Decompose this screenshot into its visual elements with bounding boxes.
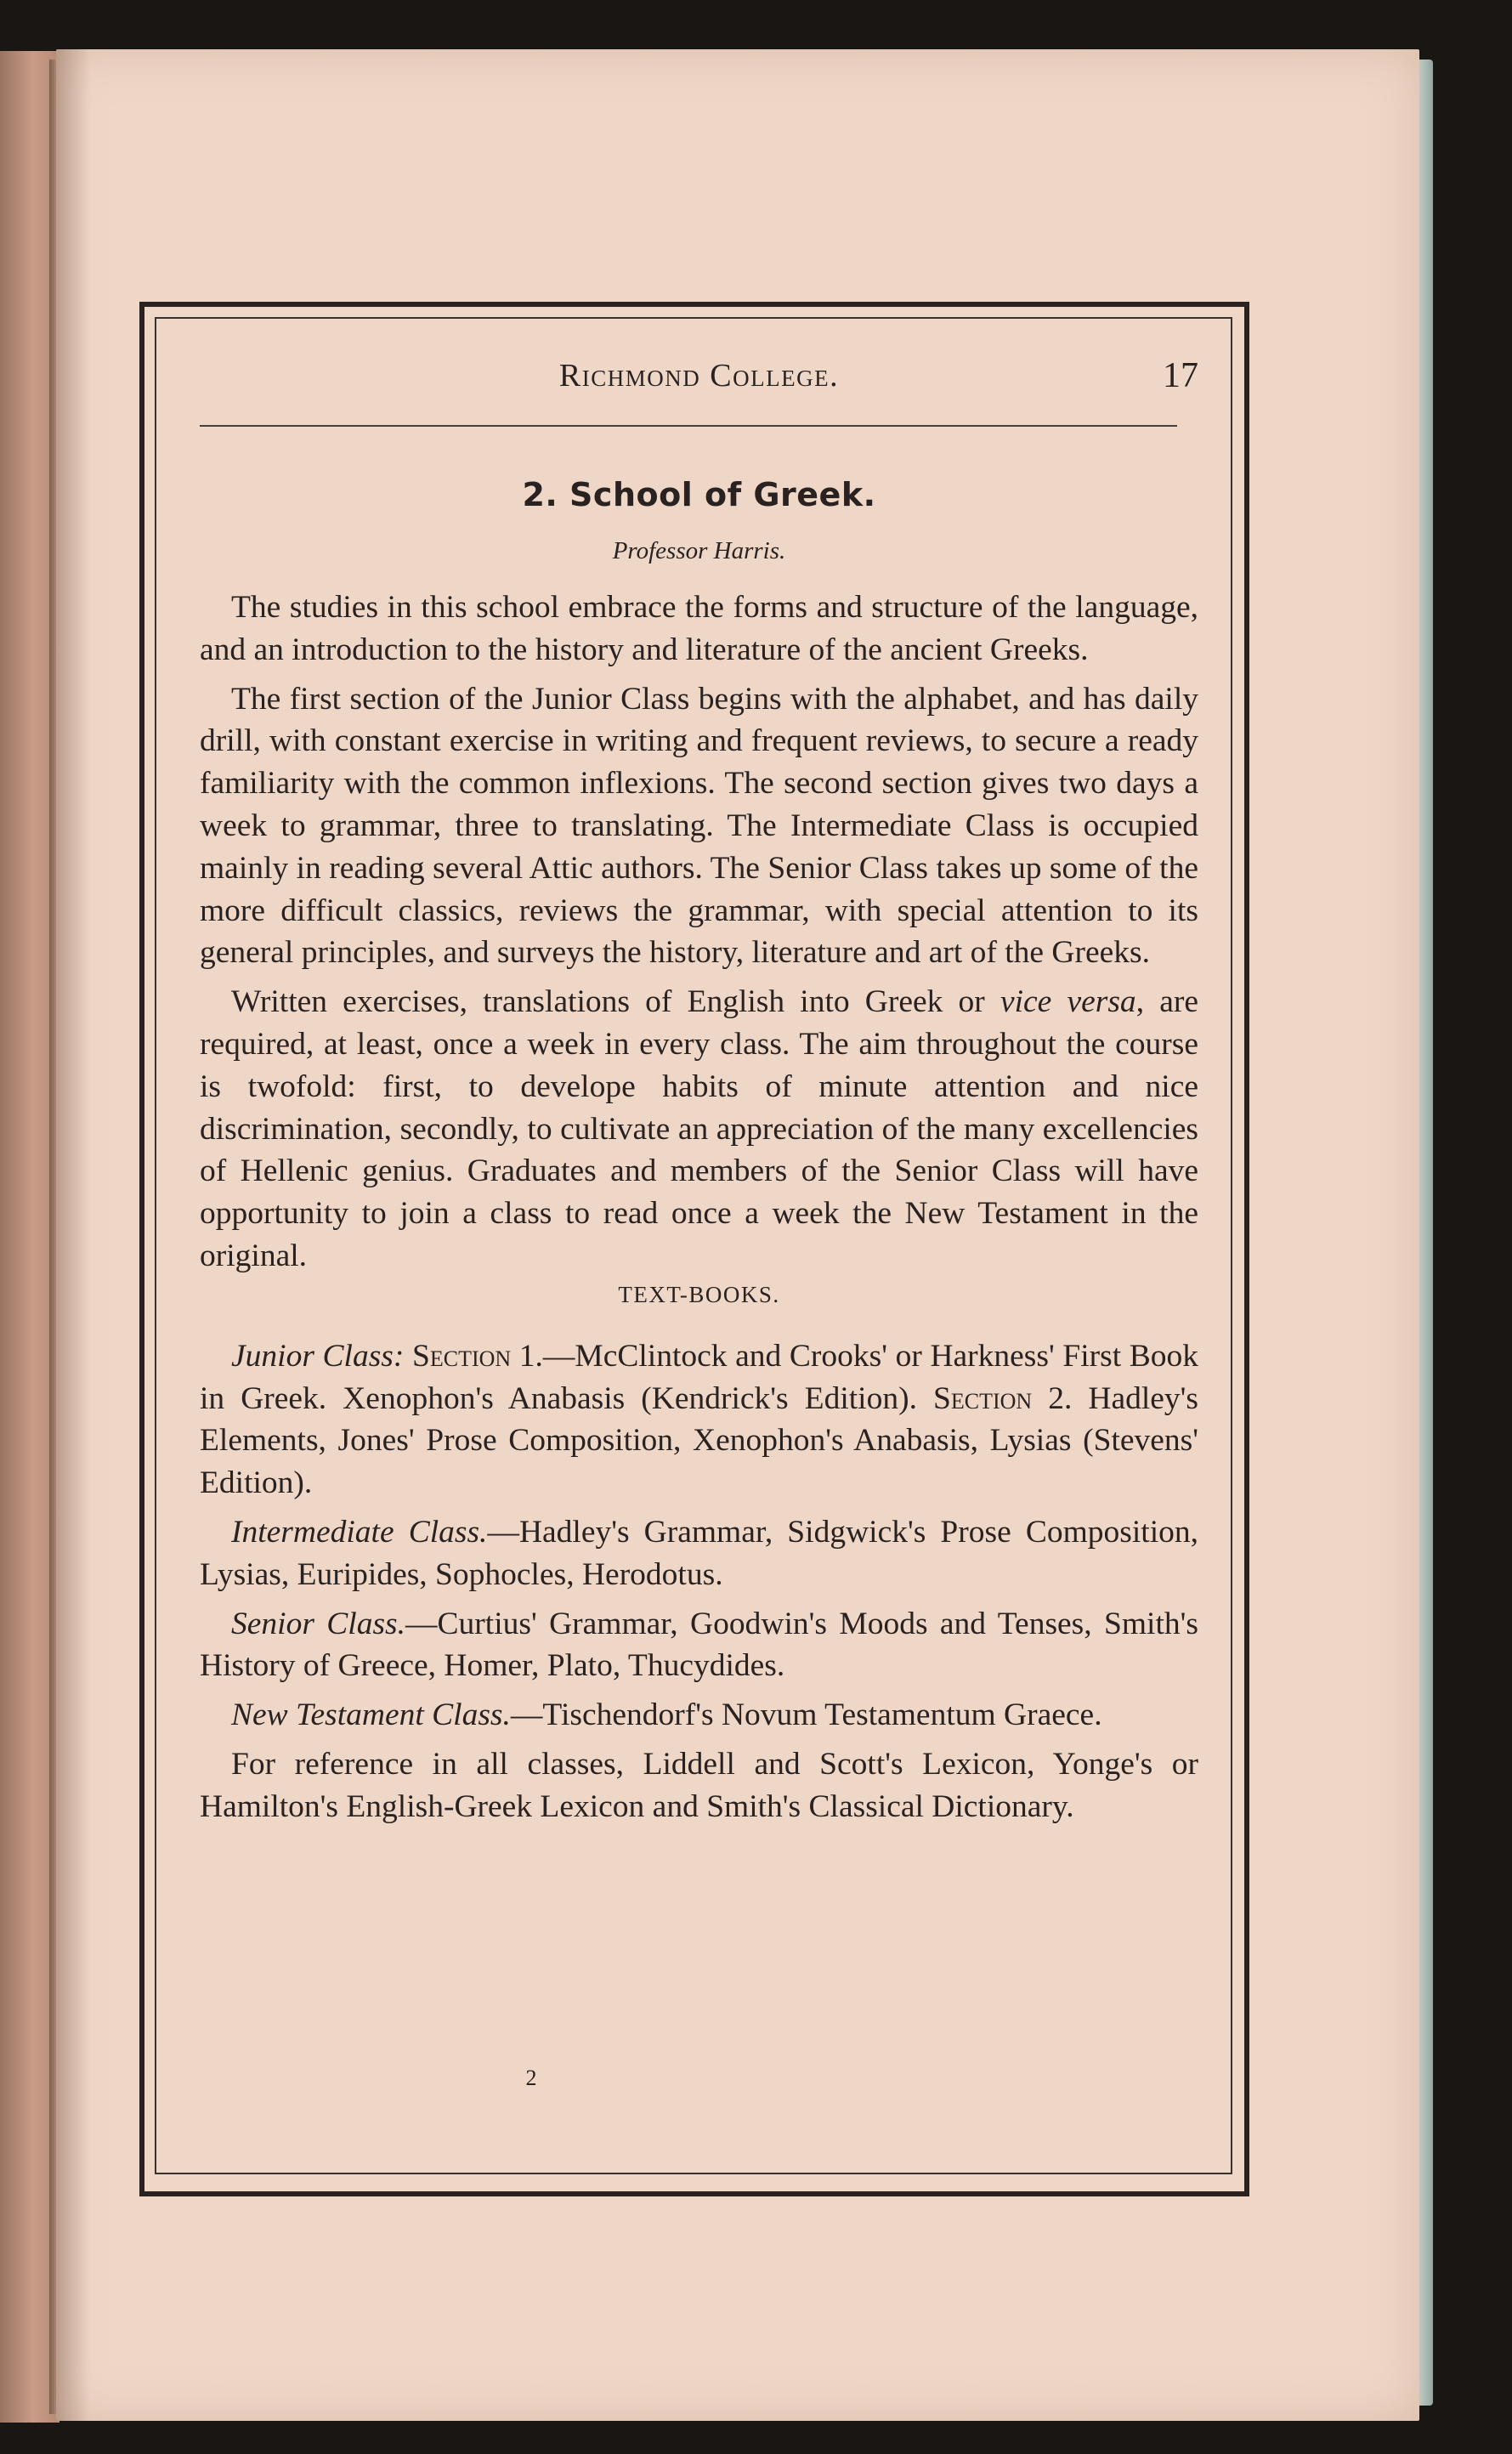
section-title: 2. School of Greek. [522, 476, 876, 513]
textbooks-junior [200, 1335, 1198, 1505]
junior-section-1-label: Section 1. [411, 1338, 543, 1374]
textbooks-intermediate [200, 1511, 1198, 1596]
senior-class-label: Senior Class. [231, 1606, 406, 1641]
new-testament-class-text: —Tischendorf's Novum Testamentum Graece. [510, 1697, 1102, 1733]
paragraph-exercises-rest: , are required, at least, once a week in every class. The aim throughout the course is twofold: first, to develope habits of minute attention and nice discrimination, secondly, to cultivate an appreciation of the many excellencies of Hellenic genius. Graduates and members of the Senior Class will have opportunity to join a class to read once a week the New Testament in the original. [200, 984, 1198, 1273]
paragraph-intro: The studies in this school embrace the forms and structure of the language, and an introduction to the history and literature of the ancient Greeks. [200, 590, 1198, 667]
senior-class-text: —Curtius' Grammar, Goodwin's Moods and Tenses, Smith's History of Greece, Homer, Plato, Thucydides. [200, 1606, 1198, 1684]
paragraph-exercises-start: Written exercises, translations of English into Greek or [231, 984, 1000, 1020]
paragraph-exercises [200, 981, 1198, 1278]
binding-shadow [56, 49, 90, 2421]
professor-name: Professor Harris. [612, 537, 786, 564]
header-rule [200, 425, 1177, 427]
vice-versa-phrase: vice versa [1000, 984, 1136, 1020]
body-text [200, 587, 1198, 1835]
junior-section-2-label: Section 2. [933, 1380, 1073, 1416]
textbooks-new-testament [200, 1694, 1198, 1737]
intermediate-class-text: —Hadley's Grammar, Sidgwick's Prose Composition, Lysias, Euripides, Sophocles, Herodotus. [200, 1514, 1198, 1592]
intermediate-class-label: Intermediate Class. [231, 1514, 488, 1550]
textbooks-senior [200, 1603, 1198, 1688]
page-number: 17 [1163, 356, 1198, 395]
junior-section-1-text: —McClintock and Crooks' or Harkness' First Book in Greek. Xenophon's Anabasis (Kendrick's Edition). [200, 1338, 1198, 1416]
signature-mark: 2 [525, 2066, 537, 2090]
junior-class-label: Junior Class: [231, 1338, 405, 1374]
textbooks-heading: TEXT-BOOKS. [618, 1281, 780, 1307]
running-head [200, 349, 1198, 400]
paragraph-classes: The first section of the Junior Class begins with the alphabet, and has daily drill, with constant exercise in writing and frequent reviews, to secure a ready familiarity with the common inflexions. The second section gives two days a week to grammar, three to translating. The Intermediate Class is occupied mainly in reading several Attic authors. The Senior Class takes up some of the more difficult classics, reviews the grammar, with special attention to its general principles, and surveys the history, literature and art of the Greeks. [200, 681, 1198, 971]
new-testament-class-label: New Testament Class. [231, 1697, 511, 1733]
junior-section-2-text: Hadley's Elements, Jones' Prose Composition, Xenophon's Anabasis, Lysias (Stevens' Edition). [200, 1380, 1199, 1501]
running-title: Richmond College. [558, 358, 840, 394]
textbooks-reference: For reference in all classes, Liddell and Scott's Lexicon, Yonge's or Hamilton's English-Greek Lexicon and Smith's Classical Dictionary. [200, 1746, 1198, 1824]
